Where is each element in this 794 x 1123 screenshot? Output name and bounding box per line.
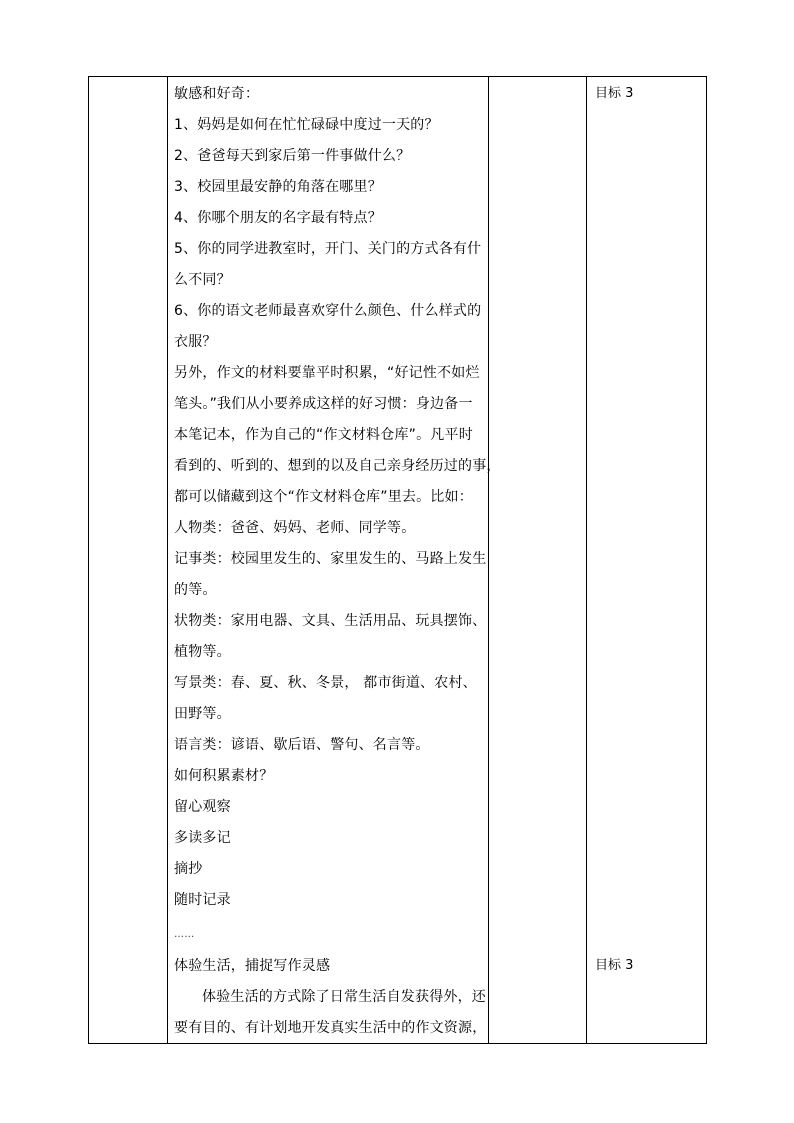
content-line: 3、校园里最安静的角落在哪里？ (174, 179, 382, 195)
content-line: 么不同？ (174, 272, 231, 288)
content-line: 看到的、听到的、想到的以及自己亲身经历过的事， (174, 458, 501, 474)
content-line: 田野等。 (174, 706, 231, 722)
content-line: 如何积累素材？ (174, 768, 274, 784)
content-line: 的等。 (174, 582, 217, 598)
content-line: 多读多记 (174, 830, 231, 846)
content-line: 写景类：春、夏、秋、冬景， 都市街道、农村、 (174, 675, 477, 691)
content-line: 2、爸爸每天到家后第一件事做什么？ (174, 148, 411, 164)
content-line: 随时记录 (174, 892, 231, 908)
goal-label: 目标 3 (595, 958, 634, 973)
content-line: 衣服？ (174, 334, 217, 350)
content-line: 留心观察 (174, 799, 231, 815)
content-line: 人物类：爸爸、妈妈、老师、同学等。 (174, 520, 416, 536)
goal-label: 目标 3 (595, 86, 634, 101)
content-line: 6、你的语文老师最喜欢穿什么颜色、什么样式的 (174, 303, 482, 319)
column-divider-1 (167, 77, 168, 1043)
content-line: 敏感和好奇： (174, 86, 260, 102)
column-divider-2 (488, 77, 489, 1043)
content-line: 体验生活的方式除了日常生活自发获得外，还 (202, 989, 486, 1005)
content-line: 语言类：谚语、歇后语、警句、名言等。 (174, 737, 430, 753)
content-line: 记事类：校园里发生的、家里发生的、马路上发生 (174, 551, 487, 567)
column-divider-3 (586, 77, 587, 1043)
content-line: 要有目的、有计划地开发真实生活中的作文资源， (174, 1020, 487, 1036)
content-line: 另外，作文的材料要靠平时积累，“好记性不如烂 (174, 365, 480, 381)
content-line: 笔头。”我们从小要养成这样的好习惯：身边备一 (174, 396, 473, 412)
content-line: 植物等。 (174, 644, 231, 660)
lesson-plan-table (88, 76, 707, 1044)
content-line: 5、你的同学进教室时，开门、关门的方式各有什 (174, 241, 482, 257)
content-line: 摘抄 (174, 861, 203, 877)
content-line: 本笔记本，作为自己的“作文材料仓库”。凡平时 (174, 427, 473, 443)
ellipsis-line: …… (174, 929, 195, 940)
content-line: 都可以储藏到这个“作文材料仓库”里去。比如： (174, 489, 473, 505)
content-line: 4、你哪个朋友的名字最有特点？ (174, 210, 382, 226)
content-line: 1、妈妈是如何在忙忙碌碌中度过一天的？ (174, 117, 439, 133)
content-line: 状物类：家用电器、文具、生活用品、玩具摆饰、 (174, 613, 487, 629)
section-heading: 体验生活，捕捉写作灵感 (174, 958, 331, 974)
